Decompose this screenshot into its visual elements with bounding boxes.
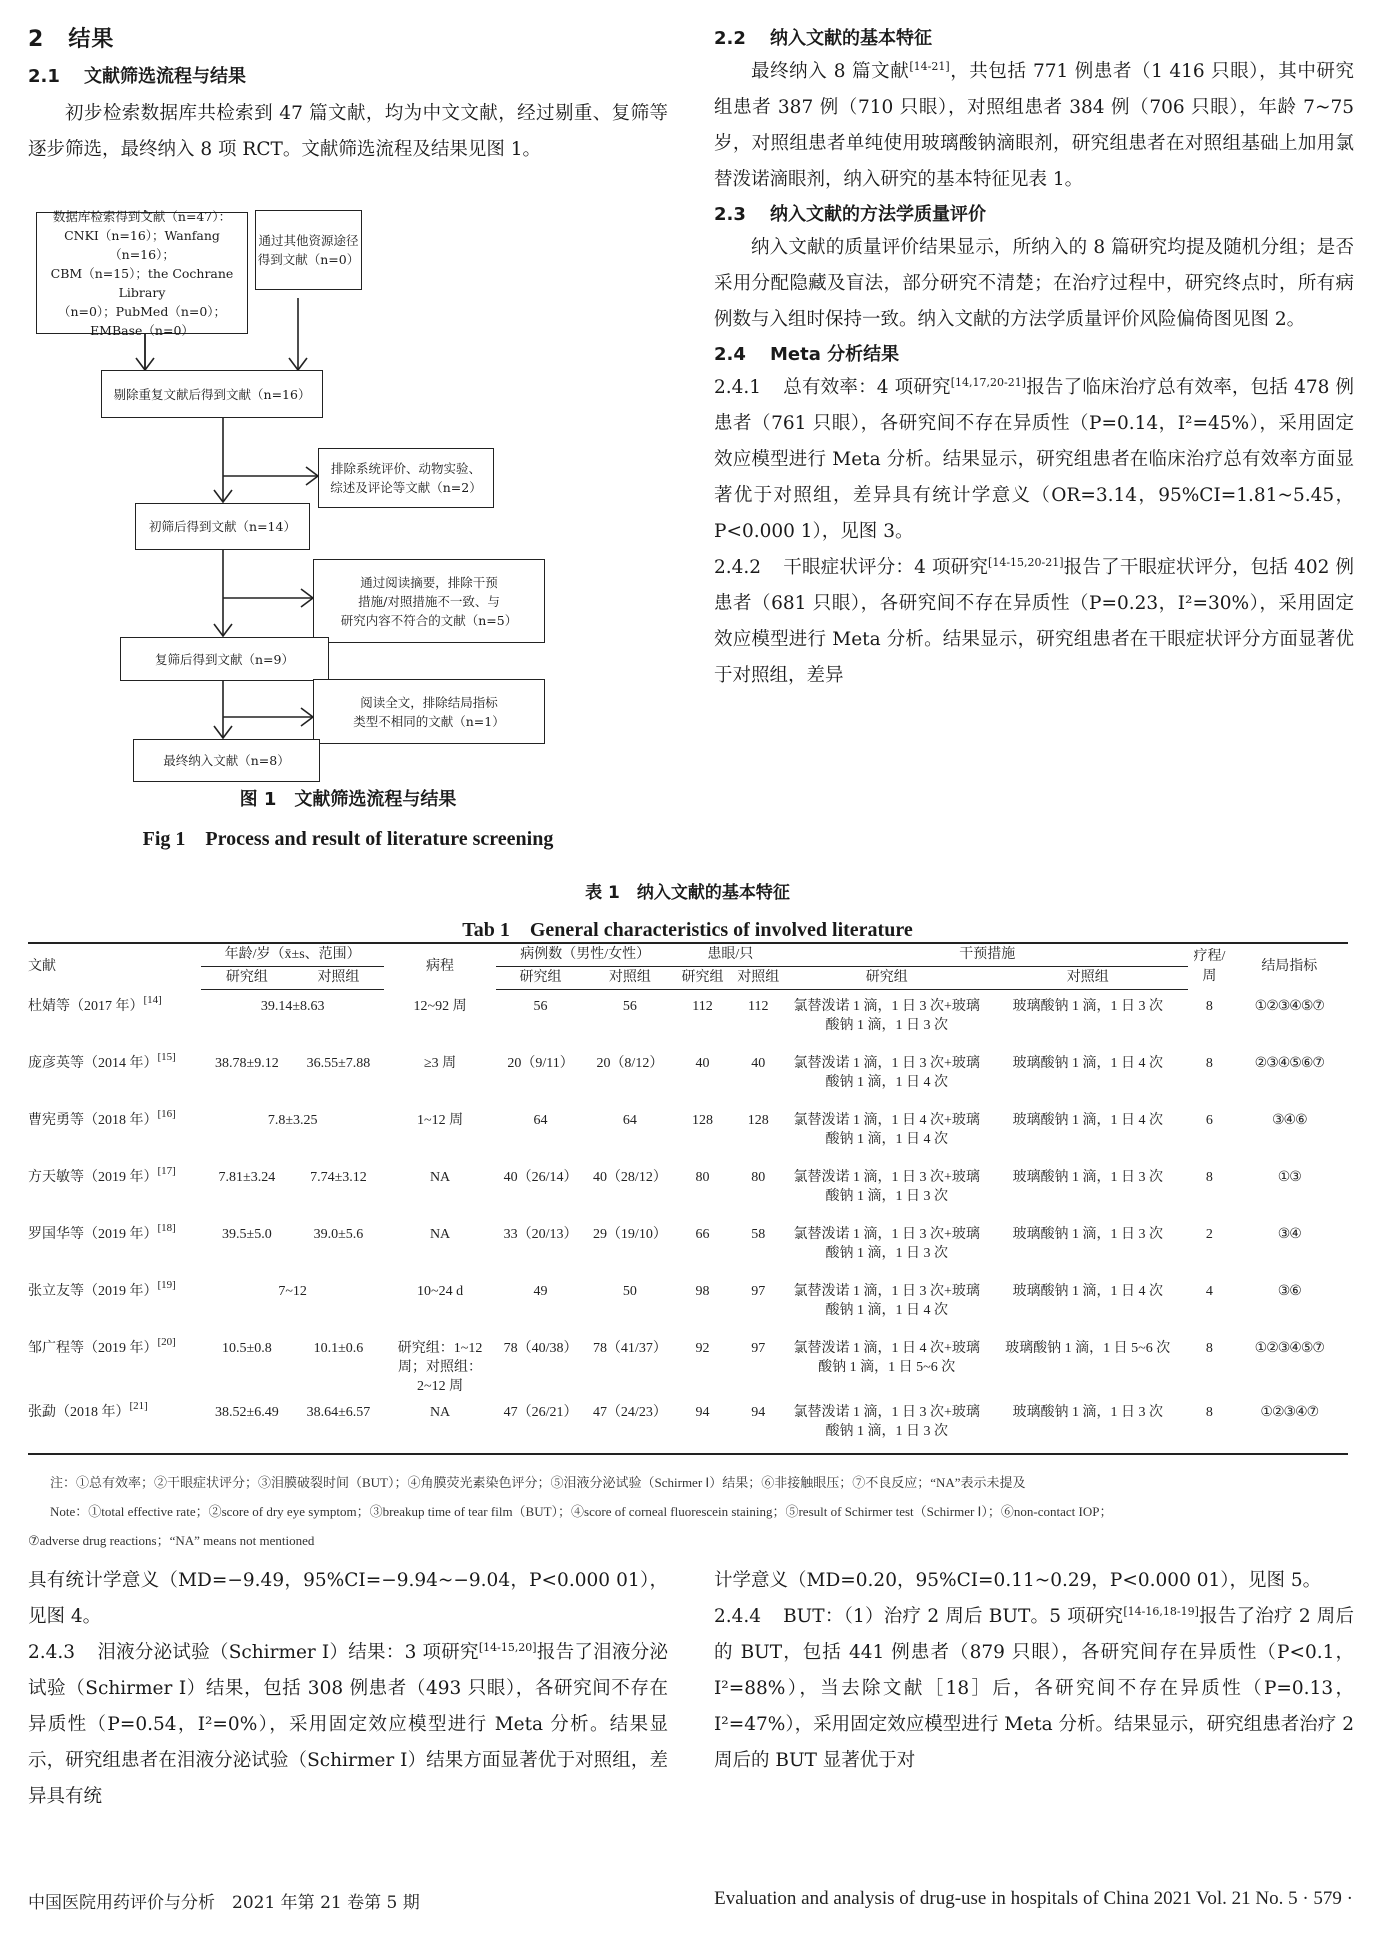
subsection-title: 纳入文献的方法学质量评价 xyxy=(770,204,986,225)
table-row xyxy=(28,1161,1348,1218)
citation: [14-16,18-19] xyxy=(1123,1605,1199,1618)
table-row xyxy=(28,1104,1348,1161)
figure-1-caption-en: Fig 1 Process and result of literature screening xyxy=(142,828,554,850)
citation: [21] xyxy=(129,1399,148,1412)
cell-eyes-control: 80 xyxy=(751,1169,766,1185)
flow-text: 得到文献（n=0） xyxy=(257,252,360,267)
citation: [20] xyxy=(157,1335,176,1348)
table-note-en-2: ⑦adverse drug reactions；“NA” means not mentioned xyxy=(28,1533,315,1548)
subsection-title: 文献筛选流程与结果 xyxy=(84,66,246,87)
paragraph-2-4-4 xyxy=(714,1599,1354,1779)
table-subheader-row xyxy=(28,967,1348,990)
cell-eyes-study: 112 xyxy=(692,999,713,1014)
item-number: 2.4.2 xyxy=(714,557,762,578)
cell-cases-control: 47（24/23） xyxy=(585,1396,674,1454)
cell-intervention-study: 氯替泼诺 1 滴，1 日 4 次+玻璃酸钠 1 滴，1 日 5~6 次 xyxy=(793,1340,980,1375)
cell-duration: 8 xyxy=(1205,998,1213,1014)
study-name: 庞彦英等（2014 年） xyxy=(28,1055,158,1071)
subheader-study-group: 研究组 xyxy=(496,967,585,990)
footer-journal-en: Evaluation and analysis of drug-use in hospitals of China 2021 Vol. 21 No. 5 · 579 · xyxy=(714,1888,1353,1909)
cell-intervention-control: 玻璃酸钠 1 滴，1 日 4 次 xyxy=(1012,1112,1163,1128)
cell-outcomes: ①②③④⑤⑦ xyxy=(1254,1339,1324,1356)
study-name: 曹宪勇等（2018 年） xyxy=(28,1112,158,1128)
section-number: 2 xyxy=(28,27,45,52)
study-name: 邹广程等（2019 年） xyxy=(28,1340,158,1356)
cell-age-control: 36.55±7.88 xyxy=(306,1055,371,1071)
table-1-caption-en: Tab 1 General characteristics of involved literature xyxy=(462,919,913,941)
col-header-cases: 病例数（男性/女性） xyxy=(496,943,675,967)
cell-cases-control: 20（8/12） xyxy=(596,1055,664,1071)
citation: [14-21] xyxy=(909,60,950,73)
text: 报告了泪液分泌试验（Schirmer Ⅰ）结果，包括 308 例患者（493 只眼），各研究间不存在异质性（P=0.54，I²=0%），采用固定效应模型进行 Meta 分析。结果显示，研究组患者在泪液分泌试验（Schirmer Ⅰ）结果方面显著优于对照组，差异具有统 xyxy=(28,1642,668,1807)
cell-course: 10~24 d xyxy=(417,1283,464,1299)
cell-course: NA xyxy=(429,1226,451,1242)
col-header-age: 年龄/岁（x̄±s、范围） xyxy=(201,943,384,967)
cell-intervention-study: 氯替泼诺 1 滴，1 日 4 次+玻璃酸钠 1 滴，1 日 4 次 xyxy=(793,1112,980,1147)
cell-age-study: 7.81±3.24 xyxy=(218,1169,276,1185)
cell-intervention-study: 氯替泼诺 1 滴，1 日 3 次+玻璃酸钠 1 滴，1 日 3 次 xyxy=(786,1396,987,1454)
table-row xyxy=(28,990,1348,1047)
cell-intervention-study: 氯替泼诺 1 滴，1 日 3 次+玻璃酸钠 1 滴，1 日 4 次 xyxy=(793,1055,980,1090)
cell-cases-study: 64 xyxy=(533,1112,548,1128)
text: 干眼症状评分：4 项研究 xyxy=(783,557,989,578)
flow-box-initial-screening xyxy=(135,503,310,550)
cell-course: ≥3 周 xyxy=(423,1055,457,1071)
cell-outcomes: ②③④⑤⑥⑦ xyxy=(1254,1054,1324,1071)
study-name: 罗国华等（2019 年） xyxy=(28,1226,158,1242)
paragraph xyxy=(714,54,1354,198)
flow-text: 措施/对照措施不一致、与 xyxy=(358,593,500,609)
flow-text: CNKI（n=16）；Wanfang（n=16）； xyxy=(64,227,220,262)
subsection-number: 2.2 xyxy=(714,28,746,49)
cell-eyes-control: 97 xyxy=(751,1340,766,1356)
text: 报告了干眼症状评分，包括 402 例患者（681 只眼），各研究间不存在异质性（P=0.23，I²=30%），采用固定效应模型进行 Meta 分析。结果显示，研究组患者在干眼症状评分方面显著优于对照组，差异 xyxy=(714,557,1354,686)
cell-cases-study: 40（26/14） xyxy=(503,1169,578,1185)
cell-eyes-study: 92 xyxy=(695,1340,710,1356)
citation: [15] xyxy=(157,1050,176,1063)
section-2-1 xyxy=(28,62,668,168)
cell-eyes-control: 40 xyxy=(751,1055,766,1071)
cell-age-control: 7.74±3.12 xyxy=(310,1169,367,1185)
table-row xyxy=(28,1218,1348,1275)
cell-cases-control: 56 xyxy=(622,999,637,1014)
flow-text: 类型不相同的文献（n=1） xyxy=(353,713,505,729)
cell-course: 12~92 周 xyxy=(413,998,467,1014)
cell-eyes-control: 128 xyxy=(747,1112,769,1128)
cell-intervention-control: 玻璃酸钠 1 滴，1 日 5~6 次 xyxy=(1005,1340,1171,1356)
study-name: 方天敏等（2019 年） xyxy=(28,1169,158,1185)
cell-eyes-study: 40 xyxy=(695,1055,710,1071)
cell-eyes-study: 94 xyxy=(675,1396,731,1454)
flow-text: 最终纳入文献（n=8） xyxy=(163,753,290,768)
cell-cases-study: 20（9/11） xyxy=(507,1055,574,1071)
cell-outcomes: ①②③④⑦ xyxy=(1231,1396,1348,1454)
cell-outcomes: ③⑥ xyxy=(1277,1282,1301,1299)
table-header-row xyxy=(28,943,1348,967)
cell-eyes-study: 98 xyxy=(695,1283,710,1299)
section-2-heading xyxy=(28,22,668,53)
cell-cases-study: 49 xyxy=(533,1283,548,1299)
cell-study xyxy=(28,990,201,1047)
subheader-control-group: 对照组 xyxy=(585,967,674,990)
bottom-right-column xyxy=(714,1563,1354,1779)
text: 泪液分泌试验（Schirmer Ⅰ）结果：3 项研究 xyxy=(97,1642,479,1663)
cell-course: NA xyxy=(384,1396,496,1454)
subheader-control-group: 对照组 xyxy=(987,967,1188,990)
cell-intervention-control: 玻璃酸钠 1 滴，1 日 3 次 xyxy=(1012,1226,1163,1242)
citation: [14] xyxy=(143,993,162,1006)
cell-age-study: 38.52±6.49 xyxy=(201,1396,293,1454)
flow-box-exclusion-3 xyxy=(313,679,545,744)
cell-study xyxy=(28,1396,201,1454)
cell-intervention-control: 玻璃酸钠 1 滴，1 日 4 次 xyxy=(1012,1283,1163,1299)
study-name: 张立友等（2019 年） xyxy=(28,1283,158,1299)
flow-text: 研究内容不符合的文献（n=5） xyxy=(340,612,518,628)
flow-box-second-screening xyxy=(120,637,329,681)
citation: [18] xyxy=(157,1221,176,1234)
flow-box-deduplicated xyxy=(101,370,323,418)
cell-intervention-study: 氯替泼诺 1 滴，1 日 3 次+玻璃酸钠 1 滴，1 日 3 次 xyxy=(793,1226,980,1261)
flow-box-final-included xyxy=(133,739,320,782)
cell-eyes-study: 80 xyxy=(695,1169,710,1185)
cell-age-control: 10.1±0.6 xyxy=(313,1340,364,1356)
cell-cases-control: 40（28/12） xyxy=(592,1169,667,1185)
cell-course: 研究组：1~12 周；对照组：2~12 周 xyxy=(397,1340,483,1394)
cell-outcomes: ③④ xyxy=(1277,1225,1301,1242)
flowchart xyxy=(28,210,668,770)
cell-duration: 6 xyxy=(1205,1112,1213,1128)
cell-study xyxy=(28,1104,201,1161)
table-row xyxy=(28,1332,1348,1396)
flow-text: 初筛后得到文献（n=14） xyxy=(149,519,296,534)
table-1-caption-cn: 表 1 纳入文献的基本特征 xyxy=(585,883,790,903)
cell-study xyxy=(28,1161,201,1218)
paragraph-2-4-1 xyxy=(714,370,1354,550)
text: 报告了治疗 2 周后的 BUT，包括 441 例患者（879 只眼），各研究间存在异质性（P<0.1，I²=88%），当去除文献［18］后，各研究间不存在异质性（P=0.13，I²=47%），采用固定效应模型进行 Meta 分析。结果显示，研究组患者治疗 2 周后的 BUT 显著优于对 xyxy=(714,1606,1354,1771)
flow-text: 排除系统评价、动物实验、 xyxy=(330,461,481,476)
citation: [14,17,20-21] xyxy=(950,376,1027,389)
text: 最终纳入 8 篇文献 xyxy=(751,61,910,82)
flow-text: 通过阅读摘要，排除干预 xyxy=(360,574,498,590)
cell-cases-control: 64 xyxy=(622,1112,637,1128)
citation: [19] xyxy=(157,1278,176,1291)
cell-age: 39.14±8.63 xyxy=(260,999,325,1014)
subsection-number: 2.4 xyxy=(714,344,746,365)
text: BUT：（1）治疗 2 周后 BUT。5 项研究 xyxy=(783,1606,1124,1627)
paragraph-2-4-3-continued: 计学意义（MD=0.20，95%CI=0.11~0.29，P<0.000 01），见图 5。 xyxy=(714,1570,1322,1591)
col-header-intervention: 干预措施 xyxy=(786,943,1188,967)
cell-course: 1~12 周 xyxy=(417,1112,464,1128)
item-number: 2.4.3 xyxy=(28,1642,76,1663)
section-title: 结果 xyxy=(68,27,115,52)
cell-cases-control: 78（41/37） xyxy=(592,1340,667,1356)
citation: [16] xyxy=(157,1107,176,1120)
flow-text: 阅读全文，排除结局指标 xyxy=(360,694,498,710)
table-row xyxy=(28,1047,1348,1104)
subheader-control-group: 对照组 xyxy=(293,967,385,990)
col-header-outcomes: 结局指标 xyxy=(1231,943,1348,990)
cell-study xyxy=(28,1332,201,1396)
flow-box-exclusion-1 xyxy=(318,448,494,508)
cell-intervention-control: 玻璃酸钠 1 滴，1 日 4 次 xyxy=(1012,1055,1163,1071)
cell-duration: 8 xyxy=(1205,1340,1213,1356)
cell-age: 7.8±3.25 xyxy=(267,1112,318,1128)
cell-course: NA xyxy=(429,1169,451,1185)
paragraph: 初步检索数据库共检索到 47 篇文献，均为中文文献，经过剔重、复筛等逐步筛选，最终纳入 8 项 RCT。文献筛选流程及结果见图 1。 xyxy=(28,103,668,160)
cell-age-study: 38.78±9.12 xyxy=(215,1055,279,1071)
item-number: 2.4.1 xyxy=(714,377,762,398)
flow-text: 剔除重复文献后得到文献（n=16） xyxy=(113,386,311,402)
figure-1-caption-cn: 图 1 文献筛选流程与结果 xyxy=(239,789,457,810)
flow-text: 通过其他资源途径 xyxy=(258,233,359,248)
cell-age: 7~12 xyxy=(278,1283,307,1299)
flow-text: 综述及评论等文献（n=2） xyxy=(330,480,482,495)
cell-duration: 8 xyxy=(1205,1169,1213,1185)
cell-duration: 2 xyxy=(1205,1226,1213,1242)
cell-duration: 4 xyxy=(1205,1283,1213,1299)
cell-eyes-control: 112 xyxy=(748,999,769,1014)
paragraph-2-4-2 xyxy=(714,550,1354,694)
subsection-number: 2.3 xyxy=(714,204,746,225)
cell-intervention-control: 玻璃酸钠 1 滴，1 日 3 次 xyxy=(987,1396,1188,1454)
cell-age-study: 39.5±5.0 xyxy=(222,1226,272,1242)
subheader-study-group: 研究组 xyxy=(675,967,731,990)
cell-outcomes: ①③ xyxy=(1277,1168,1301,1185)
paragraph-2-4-2-continued: 具有统计学意义（MD=−9.49，95%CI=−9.94~−9.04，P<0.000 01），见图 4。 xyxy=(28,1570,668,1627)
paragraph: 纳入文献的质量评价结果显示，所纳入的 8 篇研究均提及随机分组；是否采用分配隐藏及盲法，部分研究不清楚；在治疗过程中，研究终点时，所有病例数与入组时保持一致。纳入文献的方法学质量评价风险偏倚图见图 2。 xyxy=(714,237,1354,330)
table-note-cn: 注：①总有效率；②干眼症状评分；③泪膜破裂时间（BUT）；④角膜荧光素染色评分；⑤泪液分泌试验（Schirmer Ⅰ）结果；⑥非接触眼压；⑦不良反应；“NA”表示未提及 xyxy=(50,1475,1026,1490)
flow-text: 数据库检索得到文献（n=47）： xyxy=(52,208,232,224)
cell-age-control: 39.0±5.6 xyxy=(313,1226,364,1242)
flow-text: EMBase（n=0） xyxy=(90,322,194,338)
paragraph-2-4-3 xyxy=(28,1635,668,1815)
section-2-2 xyxy=(714,24,1354,694)
cell-eyes-control: 94 xyxy=(730,1396,786,1454)
subheader-control-group: 对照组 xyxy=(730,967,786,990)
table-note-en-1: Note：①total effective rate；②score of dry eye symptom；③breakup time of tear film（BUT）；④score of corneal fluorescein staining；⑤result of Schirmer test（Schirmer Ⅰ）；⑥non-contact IOP； xyxy=(50,1504,1113,1519)
subsection-title: Meta 分析结果 xyxy=(770,344,900,365)
cell-age-study: 10.5±0.8 xyxy=(222,1340,272,1356)
text: 报告了临床治疗总有效率，包括 478 例患者（761 只眼），各研究间不存在异质性（P=0.14，I²=45%），采用固定效应模型进行 Meta 分析。结果显示，研究组患者在临床治疗总有效率方面显著优于对照组，差异具有统计学意义（OR=3.14，95%CI=1.81~5.45，P<0.000 1），见图 3。 xyxy=(714,377,1354,542)
cell-cases-study: 47（26/21） xyxy=(496,1396,585,1454)
flow-box-exclusion-2 xyxy=(313,559,545,643)
cell-duration: 8 xyxy=(1188,1396,1230,1454)
cell-study xyxy=(28,1218,201,1275)
study-name: 张勐（2018 年） xyxy=(28,1404,130,1420)
cell-outcomes: ③④⑥ xyxy=(1271,1111,1307,1128)
col-header-course: 病程 xyxy=(384,943,496,990)
cell-study xyxy=(28,1047,201,1104)
citation: [17] xyxy=(157,1164,176,1177)
cell-intervention-study: 氯替泼诺 1 滴，1 日 3 次+玻璃酸钠 1 滴，1 日 3 次 xyxy=(793,999,980,1033)
table-body xyxy=(28,990,1348,1454)
cell-cases-control: 50 xyxy=(622,1283,637,1299)
flow-text: （n=0）；PubMed（n=0）； xyxy=(57,303,227,319)
flow-box-database-search xyxy=(36,208,248,338)
text: 总有效率：4 项研究 xyxy=(783,377,951,398)
cell-eyes-study: 66 xyxy=(695,1226,710,1242)
footer-journal-cn: 中国医院用药评价与分析 2021 年第 21 卷第 5 期 xyxy=(28,1893,420,1913)
cell-eyes-control: 58 xyxy=(751,1226,766,1242)
cell-cases-study: 78（40/38） xyxy=(503,1340,578,1356)
flow-box-other-sources xyxy=(255,210,362,290)
col-header-eyes: 患眼/只 xyxy=(675,943,787,967)
citation: [14-15,20-21] xyxy=(988,556,1064,569)
item-number: 2.4.4 xyxy=(714,1606,762,1627)
study-name: 杜婧等（2017 年） xyxy=(28,998,144,1014)
table-row xyxy=(28,1275,1348,1332)
col-header-study: 文献 xyxy=(28,943,201,990)
subheader-study-group: 研究组 xyxy=(786,967,987,990)
flow-text: CBM（n=15）；the Cochrane Library xyxy=(50,265,234,300)
cell-outcomes: ①②③④⑤⑦ xyxy=(1254,997,1324,1014)
text: ，共包括 771 例患者（1 416 只眼），其中研究组患者 387 例（710 只眼），对照组患者 384 例（706 只眼），年龄 7~75 岁，对照组患者单纯使用玻璃酸钠滴眼剂，研究组患者在对照组基础上加用氯替泼诺滴眼剂，纳入研究的基本特征见表 1。 xyxy=(714,61,1354,190)
cell-intervention-control: 玻璃酸钠 1 滴，1 日 3 次 xyxy=(1012,1169,1163,1185)
flow-text: 复筛后得到文献（n=9） xyxy=(155,651,294,667)
cell-eyes-control: 97 xyxy=(751,1283,766,1299)
table-1 xyxy=(28,942,1348,1455)
subsection-number: 2.1 xyxy=(28,66,60,87)
table-row xyxy=(28,1396,1348,1454)
cell-intervention-study: 氯替泼诺 1 滴，1 日 3 次+玻璃酸钠 1 滴，1 日 4 次 xyxy=(793,1283,980,1318)
cell-intervention-study: 氯替泼诺 1 滴，1 日 3 次+玻璃酸钠 1 滴，1 日 3 次 xyxy=(793,1169,980,1204)
subsection-title: 纳入文献的基本特征 xyxy=(770,28,932,49)
subheader-study-group: 研究组 xyxy=(201,967,293,990)
cell-intervention-control: 玻璃酸钠 1 滴，1 日 3 次 xyxy=(1012,999,1163,1014)
cell-cases-study: 33（20/13） xyxy=(503,1226,578,1242)
cell-cases-study: 56 xyxy=(533,999,548,1014)
citation: [14-15,20] xyxy=(478,1641,537,1654)
cell-study xyxy=(28,1275,201,1332)
bottom-left-column xyxy=(28,1563,668,1815)
cell-age-control: 38.64±6.57 xyxy=(293,1396,385,1454)
cell-duration: 8 xyxy=(1205,1055,1213,1071)
cell-cases-control: 29（19/10） xyxy=(592,1226,667,1242)
cell-eyes-study: 128 xyxy=(691,1112,713,1128)
col-header-duration: 疗程/周 xyxy=(1188,943,1230,990)
